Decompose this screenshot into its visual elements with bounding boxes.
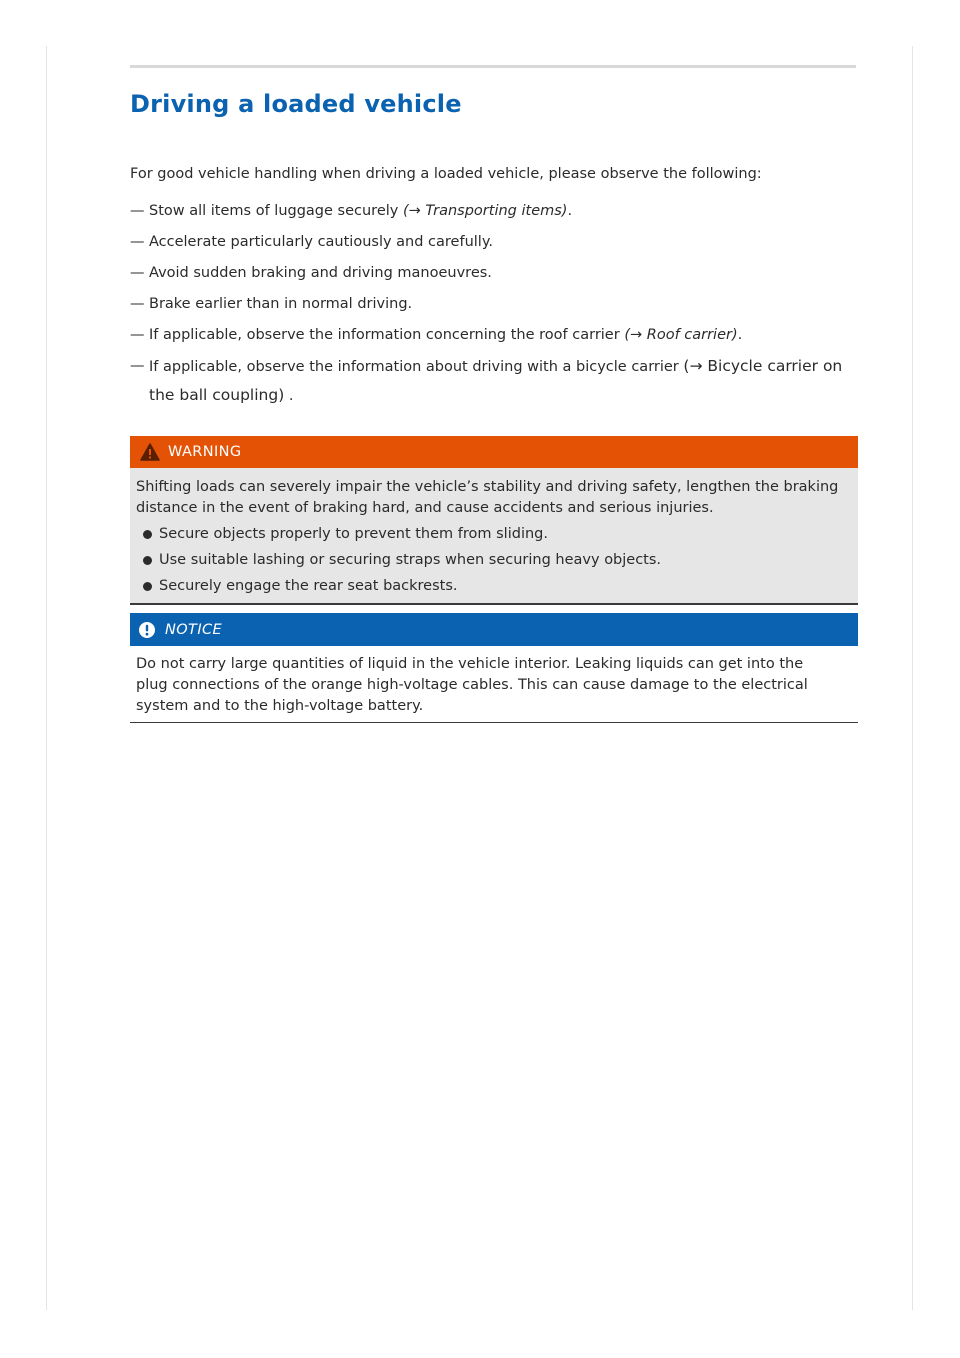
warning-text: Shifting loads can severely impair the vehicle’s stability and driving safety, lengthen the braking distance in the event of braking hard, and cause accidents and serious injuries. — [136, 479, 839, 516]
list-item: — If applicable, observe the information concerning the roof carrier (→ Roof carrier). — [130, 321, 870, 349]
list-item: Securely engage the rear seat backrests. — [136, 573, 852, 599]
warning-header — [130, 436, 858, 468]
warning-box — [130, 436, 858, 605]
arrow-right-icon: → — [629, 327, 643, 343]
notice-body — [130, 646, 858, 722]
list-item-text: Stow all items of luggage securely — [149, 203, 403, 219]
page-margin-left — [46, 46, 47, 1310]
arrow-right-icon: → — [408, 203, 421, 219]
dash-marker: — — [130, 358, 145, 374]
intro-text: For good vehicle handling when driving a loaded vehicle, please observe the following: — [130, 166, 762, 182]
instruction-list — [130, 197, 870, 413]
warning-label: WARNING — [168, 444, 242, 460]
list-item-text: If applicable, observe the information concerning the roof carrier — [149, 327, 625, 343]
dash-marker: — — [130, 296, 145, 312]
dash-marker: — — [130, 265, 145, 281]
list-item-text: Avoid sudden braking and driving manoeuvres. — [149, 265, 492, 281]
warning-list — [136, 521, 852, 599]
list-item: Use suitable lashing or securing straps when securing heavy objects. — [136, 547, 852, 573]
arrow-right-icon: → — [689, 357, 703, 375]
notice-box — [130, 613, 858, 723]
warning-body — [130, 468, 858, 603]
list-item-text: Brake earlier than in normal driving. — [149, 296, 413, 312]
list-item — [130, 259, 870, 287]
cross-reference-link[interactable]: (→ Roof carrier) — [624, 327, 738, 343]
list-item-text: Accelerate particularly cautiously and carefully. — [149, 234, 493, 250]
notice-header — [130, 613, 858, 646]
list-item-text: If applicable, observe the information about driving with a bicycle carrier — [149, 359, 684, 375]
cross-reference-link[interactable]: (→ Bicycle carrier on the ball coupling) — [149, 357, 843, 404]
top-divider — [130, 65, 856, 68]
warning-triangle-icon — [140, 443, 160, 461]
dash-marker: — — [130, 203, 145, 219]
bullet-dot-icon — [143, 556, 152, 565]
list-item: Secure objects properly to prevent them from sliding. — [136, 521, 852, 547]
exclamation-circle-icon — [138, 621, 156, 639]
dash-marker: — — [130, 327, 145, 343]
notice-text: Do not carry large quantities of liquid in the vehicle interior. Leaking liquids can get into the plug connections of the orange high-voltage cables. This can cause damage to the electrical system and to the high-voltage battery. — [136, 656, 808, 714]
notice-label: NOTICE — [165, 621, 223, 638]
list-item — [130, 228, 870, 256]
cross-reference-link[interactable]: (→ Transporting items) — [402, 203, 568, 219]
page-margin-right — [912, 46, 913, 1310]
bullet-dot-icon — [143, 582, 152, 591]
list-item: — Stow all items of luggage securely (→ Transporting items). — [130, 197, 870, 225]
dash-marker: — — [130, 234, 145, 250]
bullet-dot-icon — [143, 530, 152, 539]
list-item: — If applicable, observe the information about driving with a bicycle carrier (→ Bicycle carrier on the ball coupling) . — [130, 352, 870, 410]
page-title: Driving a loaded vehicle — [130, 90, 462, 118]
list-item — [130, 290, 870, 318]
